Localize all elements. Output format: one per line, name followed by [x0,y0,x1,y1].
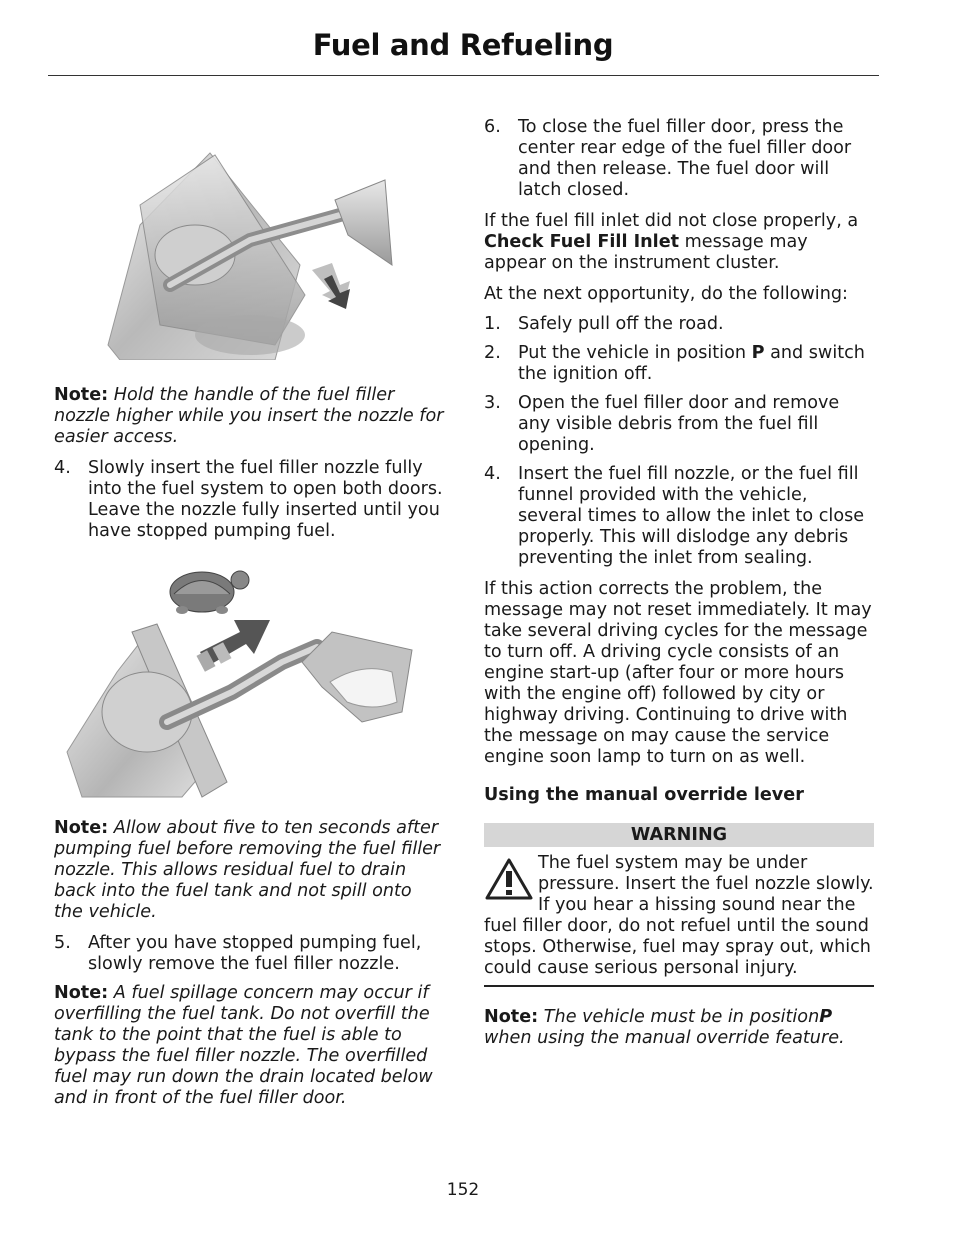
step-number: 4. [54,458,71,478]
note-text: Hold the handle of the fuel filler nozzle higher while you insert the nozzle for easier access. [54,385,444,447]
note-text: Allow about five to ten seconds after pumping fuel before removing the fuel filler nozzle. This allows residual fuel to drain back into the fuel tank and not spill onto the vehicle. [54,818,441,922]
warning-rule [484,985,874,987]
step-5 [54,933,446,975]
paragraph-text: message may appear on the instrument cluster. [484,232,808,273]
step-text: Slowly insert the fuel filler nozzle fully into the fuel system to open both doors. Leave the nozzle fully inserted until you have stopped pumping fuel. [88,458,443,541]
nozzle-insert-illustration [100,145,410,360]
step-text: To close the fuel filler door, press the center rear edge of the fuel filler door and then release. The fuel door will latch closed. [518,117,852,200]
note-label: Note: [484,1007,539,1027]
turtle-icon [170,571,249,614]
step-number: 6. [484,117,501,137]
note-text: when using the manual override feature. [484,1028,845,1048]
page-title: Fuel and Refueling [312,28,614,62]
step-number: 2. [484,343,501,363]
warning-text: The fuel system may be under pressure. Insert the fuel nozzle slowly. If you hear a hissing sound near the fuel filler door, do not refuel until the sound stops. Otherwise, fuel may spray out, which could cause serious personal injury. [484,853,874,978]
warning-header: WARNING [484,823,874,847]
check-fuel-inlet-paragraph [484,211,874,274]
note-label: Note: [54,983,109,1003]
section-subheading: Using the manual override lever [484,785,804,805]
driving-cycle-paragraph: If this action corrects the problem, the message may not reset immediately. It may take several driving cycles for the message to turn off. A driving cycle consists of an engine start-up (after four or more hours with the engine off) followed by city or highway driving. Continuing to drive with the message on may cause the service engine soon lamp to turn on as well. [484,579,872,767]
step-number: 5. [54,933,71,953]
step-text: Safely pull off the road. [518,314,724,334]
gear-position: P [819,1007,833,1027]
page-number: 152 [446,1180,480,1200]
step-4 [54,458,446,542]
paragraph-text: If the fuel fill inlet did not close properly, a [484,211,859,231]
step-number: 4. [484,464,501,484]
note-spillage [54,983,446,1109]
step-text: and switch the ignition off. [518,343,865,384]
step-text: Put the vehicle in position [518,343,752,363]
note-manual-override [484,1007,874,1049]
step-text: Open the fuel filler door and remove any visible debris from the fuel fill opening. [518,393,840,455]
note-text: A fuel spillage concern may occur if overfilling the fuel tank. Do not overfill the tank to the point that the fuel is able to bypass the fuel filler nozzle. The overfilled fuel may run down the drain located below and in front of the fuel filler door. [54,983,433,1108]
message-name: Check Fuel Fill Inlet [484,232,680,252]
left-column [54,385,446,542]
note-label: Note: [54,385,109,405]
right-column [484,117,874,1049]
slow-removal-illustration [62,562,422,802]
sub-step-3 [484,393,874,456]
sub-step-4 [484,464,874,569]
title-divider [48,75,879,76]
arrow-icon [196,620,270,672]
note-allow-drain [54,818,446,923]
next-opportunity-paragraph: At the next opportunity, do the following: [484,284,848,304]
gear-position: P [751,343,765,363]
step-6 [484,117,874,201]
step-number: 3. [484,393,501,413]
sub-step-1 [484,314,874,335]
step-text: Insert the fuel fill nozzle, or the fuel fill funnel provided with the vehicle, several times to allow the inlet to close properly. This will dislodge any debris preventing the inlet from sealing. [518,464,865,568]
note-hold-handle [54,385,446,448]
warning-triangle-icon [484,857,534,901]
step-number: 1. [484,314,501,334]
warning-box [484,853,874,979]
note-label: Note: [54,818,109,838]
sub-step-2 [484,343,874,385]
step-text: After you have stopped pumping fuel, slowly remove the fuel filler nozzle. [88,933,422,974]
left-column-lower [54,818,446,1109]
note-text: The vehicle must be in position [543,1007,820,1027]
